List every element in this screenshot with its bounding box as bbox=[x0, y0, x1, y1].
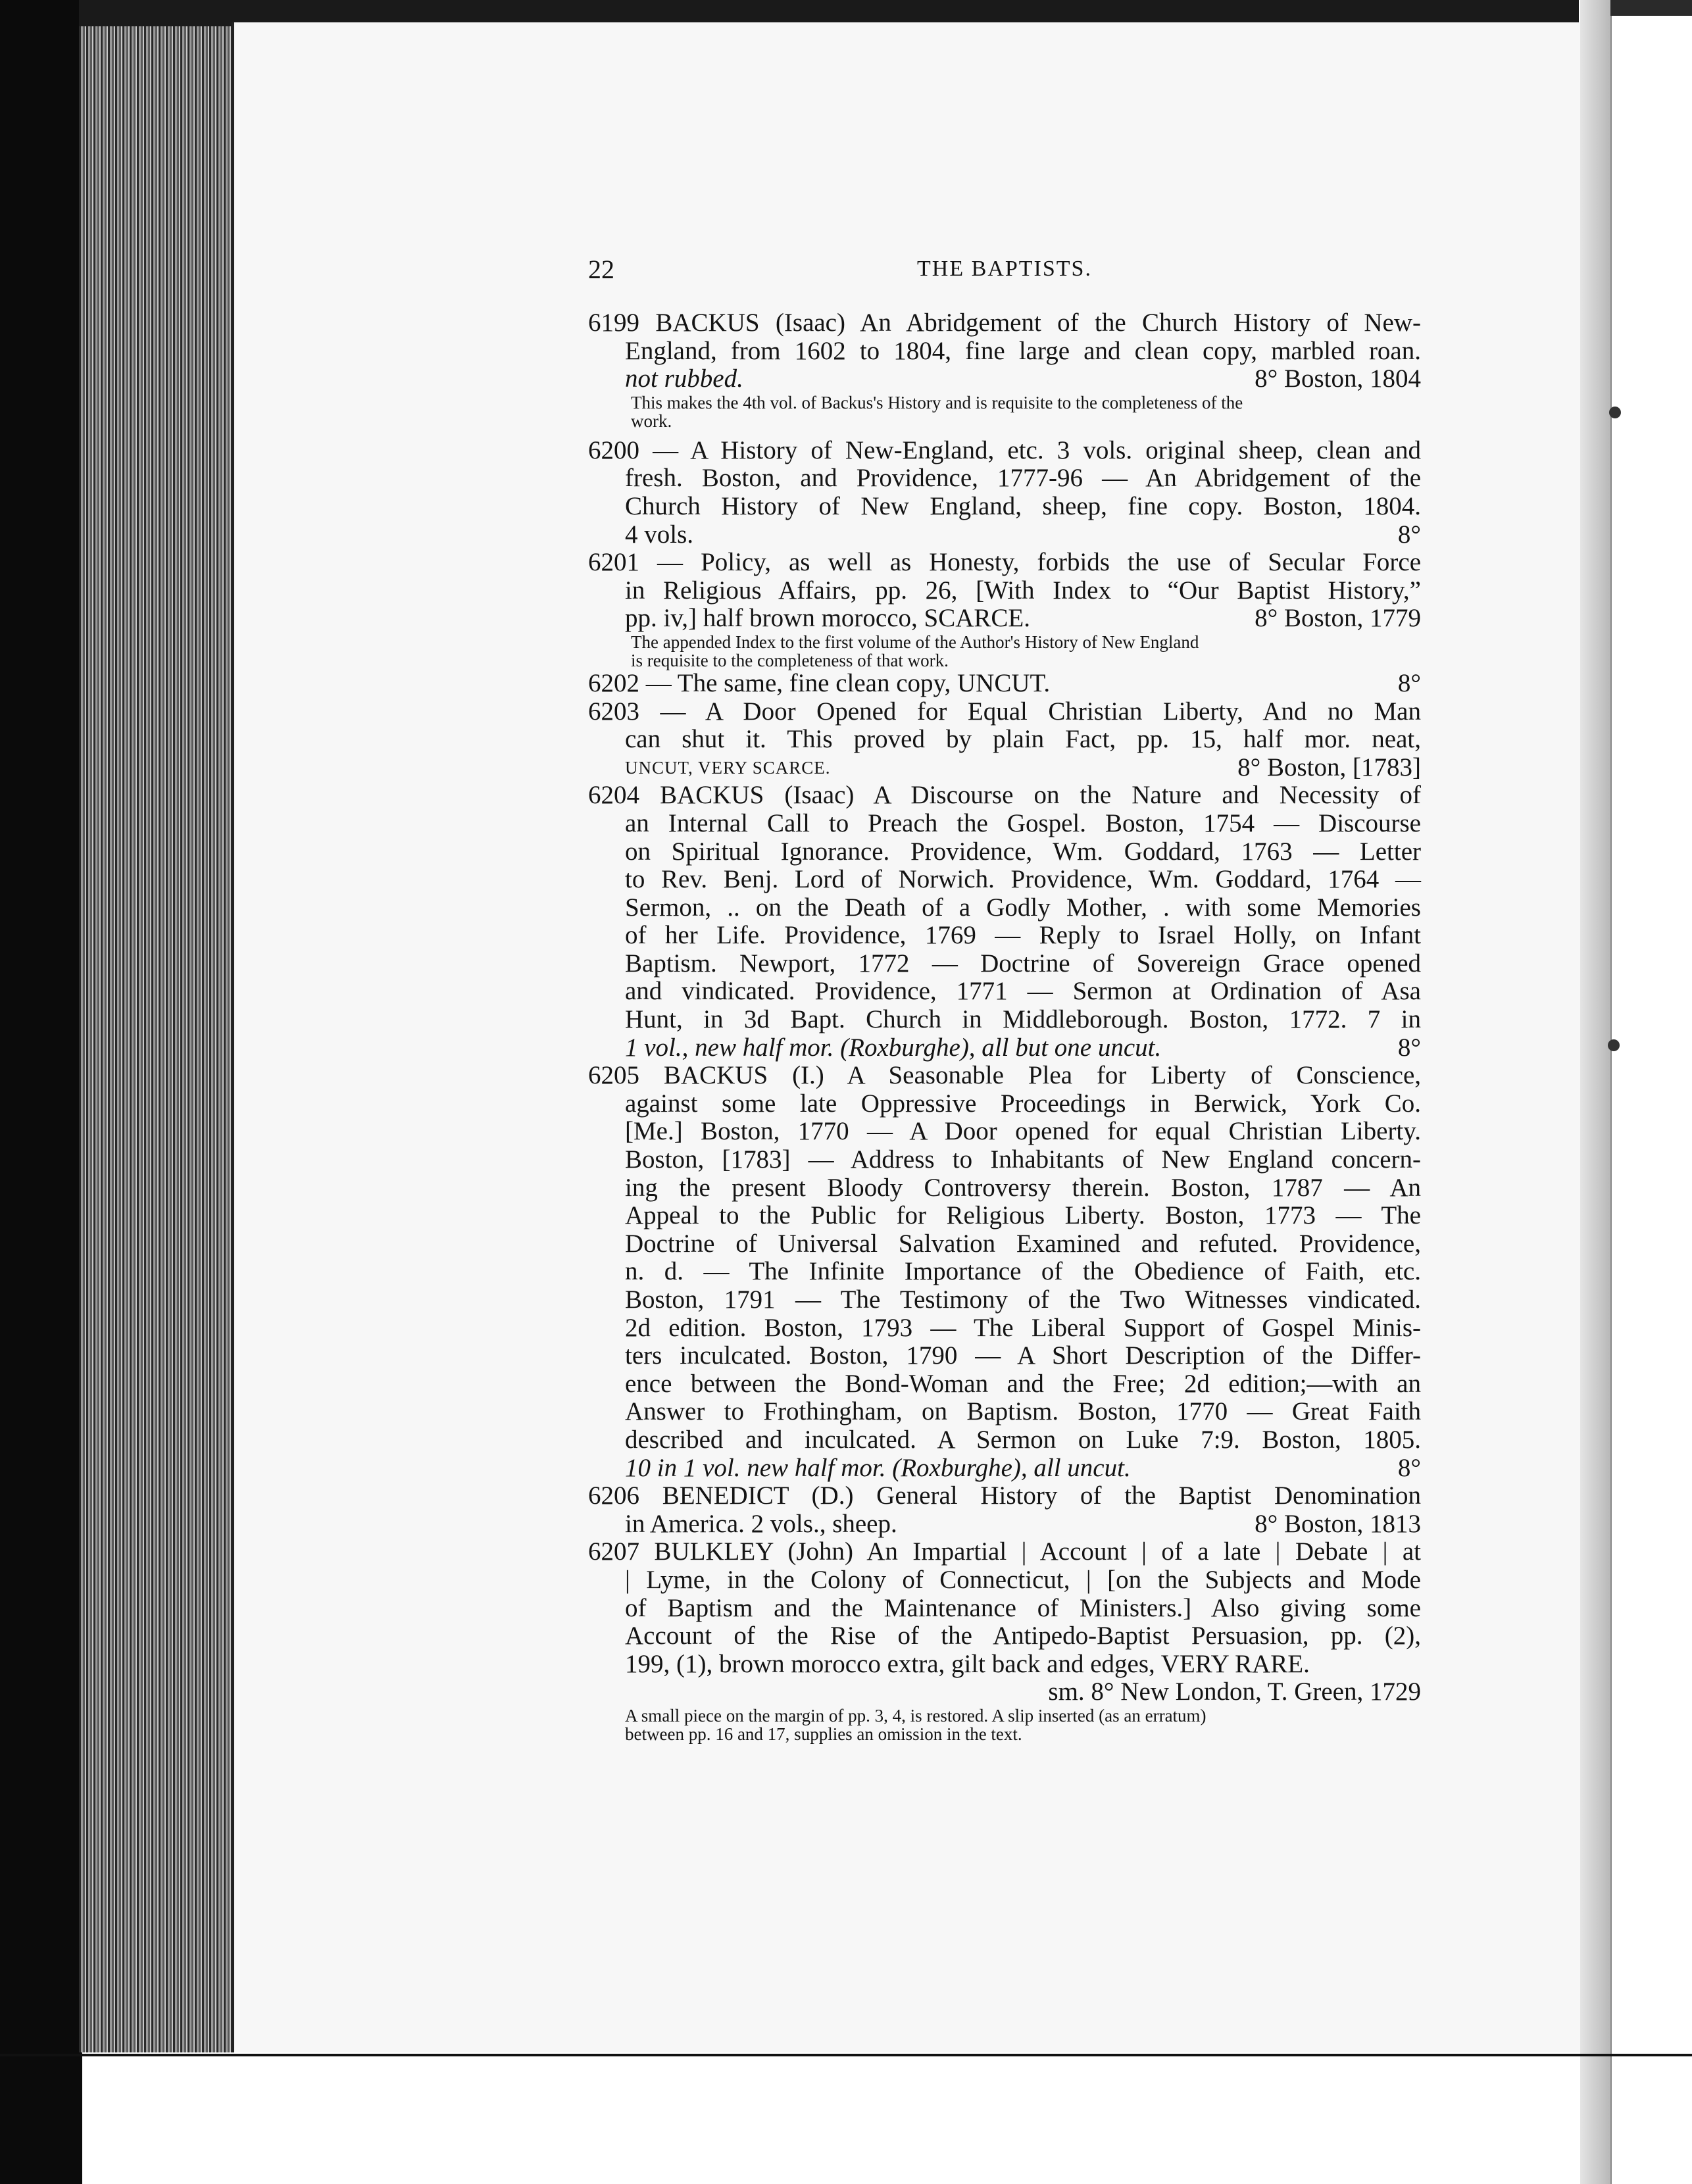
entry-line: described and inculcated. A Sermon on Luke 7:9. Boston, 1805. bbox=[625, 1425, 1421, 1454]
entry-line: | Lyme, in the Colony of Connecticut, | [on the Subjects and Mode bbox=[625, 1565, 1421, 1594]
entry-line bbox=[588, 1510, 1421, 1539]
catalogue-entry bbox=[588, 782, 1421, 1062]
entry-imprint: 8° Boston, [1783] bbox=[1237, 753, 1421, 782]
running-head-title: THE BAPTISTS. bbox=[917, 257, 1092, 281]
entry-text: pp. iv,] half brown morocco, SCARCE. bbox=[625, 604, 1030, 633]
entry-line: 6201 — Policy, as well as Honesty, forbids the use of Secular Force bbox=[588, 548, 1421, 577]
entry-imprint: 8° bbox=[1397, 1453, 1421, 1482]
entry-note bbox=[588, 393, 1421, 430]
catalogue-entry bbox=[588, 1062, 1421, 1482]
entry-line: Baptism. Newport, 1772 — Doctrine of Sovereign Grace opened bbox=[625, 949, 1421, 978]
entry-text: 4 vols. bbox=[625, 520, 694, 549]
entry-line: Sermon, .. on the Death of a Godly Mother, . with some Memories bbox=[625, 893, 1421, 922]
catalogue-entry bbox=[588, 1482, 1421, 1538]
note-line: A small piece on the margin of pp. 3, 4, is restored. A slip inserted (as an erratum) bbox=[625, 1705, 1207, 1725]
entry-line: Boston, 1791 — The Testimony of the Two Witnesses vindicated. bbox=[625, 1285, 1421, 1314]
entry-imprint: 8° Boston, 1779 bbox=[1255, 604, 1421, 633]
entry-text: 1 vol., new half mor. (Roxburghe), all but one uncut. bbox=[625, 1033, 1162, 1062]
note-line: is requisite to the completeness of that work. bbox=[631, 650, 949, 670]
entry-line: ters inculcated. Boston, 1790 — A Short Description of the Differ- bbox=[625, 1341, 1421, 1370]
entry-text: 10 in 1 vol. new half mor. (Roxburghe), all uncut. bbox=[625, 1453, 1131, 1482]
entry-text: in America. 2 vols., sheep. bbox=[625, 1509, 897, 1538]
entry-line bbox=[588, 605, 1421, 633]
page-number: 22 bbox=[588, 255, 614, 284]
entry-line: 6205 BACKUS (I.) A Seasonable Plea for Liberty of Conscience, bbox=[588, 1061, 1421, 1090]
entry-line: 6207 BULKLEY (John) An Impartial | Account | of a late | Debate | at bbox=[588, 1537, 1421, 1566]
catalogue-entry bbox=[588, 309, 1421, 430]
entry-line: can shut it. This proved by plain Fact, pp. 15, half mor. neat, bbox=[625, 725, 1421, 754]
entry-line: ence between the Bond-Woman and the Free; 2d edition;—with an bbox=[625, 1369, 1421, 1398]
entry-text: 6202 — The same, fine clean copy, UNCUT. bbox=[588, 668, 1051, 697]
entry-imprint: 8° bbox=[1397, 520, 1421, 549]
entry-line: Appeal to the Public for Religious Liberty. Boston, 1773 — The bbox=[625, 1201, 1421, 1230]
entry-line: Hunt, in 3d Bapt. Church in Middleborough. Boston, 1772. 7 in bbox=[625, 1005, 1421, 1034]
catalogue-entry bbox=[588, 1538, 1421, 1743]
entry-line bbox=[588, 1454, 1421, 1483]
entry-text: not rubbed. bbox=[625, 364, 743, 393]
entry-line: 6199 BACKUS (Isaac) An Abridgement of the Church History of New- bbox=[588, 309, 1421, 337]
entry-line: Boston, [1783] — Address to Inhabitants of New England concern- bbox=[625, 1145, 1421, 1174]
entry-imprint: 8° bbox=[1397, 1033, 1421, 1062]
entry-line: 6200 — A History of New-England, etc. 3 vols. original sheep, clean and bbox=[588, 435, 1421, 464]
entry-line: Doctrine of Universal Salvation Examined and refuted. Providence, bbox=[625, 1229, 1421, 1258]
entry-line bbox=[588, 670, 1421, 698]
catalogue-entry bbox=[588, 698, 1421, 782]
scan-border-right bbox=[1610, 0, 1692, 2184]
entry-line: 6206 BENEDICT (D.) General History of the Baptist Denomination bbox=[588, 1481, 1421, 1510]
entry-line: fresh. Boston, and Providence, 1777-96 — An Abridgement of the bbox=[625, 464, 1421, 493]
entry-line: n. d. — The Infinite Importance of the Obedience of Faith, etc. bbox=[625, 1257, 1421, 1286]
catalogue-entry bbox=[588, 549, 1421, 670]
page-stack-edge bbox=[79, 26, 237, 2052]
entry-line bbox=[588, 1034, 1421, 1062]
scan-bottom-line bbox=[0, 2054, 1692, 2056]
entry-line: 6203 — A Door Opened for Equal Christian Liberty, And no Man bbox=[588, 697, 1421, 726]
catalogue-entry bbox=[588, 437, 1421, 549]
entry-line bbox=[588, 754, 1421, 782]
entry-line: 2d edition. Boston, 1793 — The Liberal Support of Gospel Minis- bbox=[625, 1313, 1421, 1342]
entry-line: Account of the Rise of the Antipedo-Baptist Persuasion, pp. (2), bbox=[625, 1622, 1421, 1650]
catalogue-entry bbox=[588, 670, 1421, 698]
entry-line: to Rev. Benj. Lord of Norwich. Providence, Wm. Goddard, 1764 — bbox=[625, 865, 1421, 894]
entry-line: of her Life. Providence, 1769 — Reply to Israel Holly, on Infant bbox=[625, 921, 1421, 950]
entry-line: ing the present Bloody Controversy therein. Boston, 1787 — An bbox=[625, 1173, 1421, 1202]
entry-line: in Religious Affairs, pp. 26, [With Index to “Our Baptist History,” bbox=[625, 576, 1421, 605]
entry-note bbox=[588, 1706, 1421, 1743]
entry-imprint: 8° Boston, 1804 bbox=[1255, 364, 1421, 393]
entry-line: England, from 1602 to 1804, fine large and clean copy, marbled roan. bbox=[625, 336, 1421, 365]
entry-line: Church History of New England, sheep, fine copy. Boston, 1804. bbox=[625, 491, 1421, 520]
entry-line: and vindicated. Providence, 1771 — Sermon at Ordination of Asa bbox=[625, 977, 1421, 1006]
note-line: This makes the 4th vol. of Backus's History and is requisite to the completeness of the bbox=[631, 392, 1243, 412]
scan-border-left bbox=[0, 0, 82, 2184]
entry-line bbox=[588, 521, 1421, 549]
note-line: The appended Index to the first volume of the Author's History of New England bbox=[631, 632, 1199, 652]
entry-note bbox=[588, 633, 1421, 670]
entry-line: on Spiritual Ignorance. Providence, Wm. Goddard, 1763 — Letter bbox=[625, 837, 1421, 866]
entry-line: against some late Oppressive Proceedings in Berwick, York Co. bbox=[625, 1089, 1421, 1118]
catalogue-text bbox=[588, 309, 1421, 1743]
note-line: work. bbox=[631, 410, 672, 431]
entry-imprint: sm. 8° New London, T. Green, 1729 bbox=[1048, 1677, 1421, 1706]
entry-line: 6204 BACKUS (Isaac) A Discourse on the Nature and Necessity of bbox=[588, 781, 1421, 810]
entry-line: an Internal Call to Preach the Gospel. Boston, 1754 — Discourse bbox=[625, 808, 1421, 837]
entry-line bbox=[588, 365, 1421, 393]
scan-corner bbox=[1610, 0, 1692, 16]
note-line: between pp. 16 and 17, supplies an omission in the text. bbox=[625, 1724, 1022, 1744]
running-head bbox=[588, 254, 1421, 287]
entry-line: Answer to Frothingham, on Baptism. Boston, 1770 — Great Faith bbox=[625, 1397, 1421, 1426]
entry-line: [Me.] Boston, 1770 — A Door opened for equal Christian Liberty. bbox=[625, 1117, 1421, 1146]
page-mark-dot bbox=[1609, 407, 1621, 418]
entry-imprint: 8° Boston, 1813 bbox=[1255, 1509, 1421, 1538]
entry-line: of Baptism and the Maintenance of Ministers.] Also giving some bbox=[625, 1593, 1421, 1622]
page-right-edge bbox=[1580, 0, 1610, 2184]
entry-line: 199, (1), brown morocco extra, gilt back and edges, VERY RARE. bbox=[625, 1649, 1310, 1678]
entry-imprint: 8° bbox=[1397, 668, 1421, 697]
page-mark-dot bbox=[1608, 1039, 1620, 1051]
entry-text: UNCUT, VERY SCARCE. bbox=[625, 757, 831, 778]
